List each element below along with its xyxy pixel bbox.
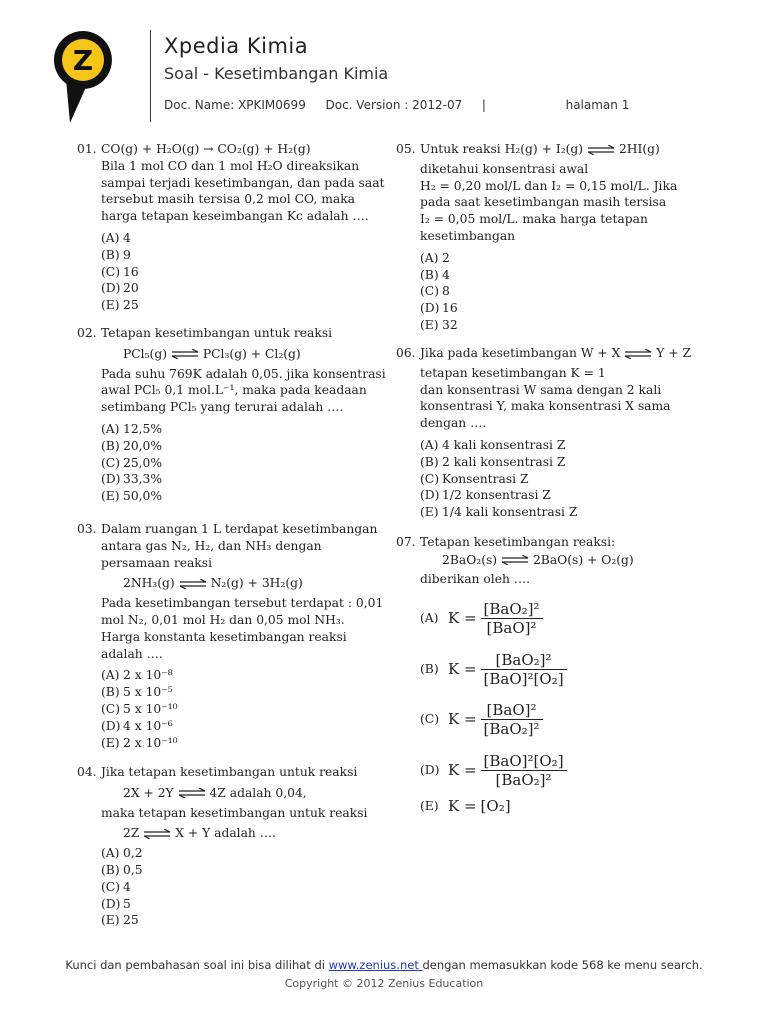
question-line: Pada suhu 769K adalah 0,05. jika konsentrasi: [101, 366, 386, 381]
footer-note: [0, 958, 768, 972]
equilibrium-arrow-icon: [179, 579, 207, 589]
question-03: [77, 521, 383, 751]
question-line: diberikan oleh ….: [420, 571, 531, 586]
question-02: [77, 325, 386, 505]
answer-option: (A) 4 kali konsentrasi Z: [420, 437, 566, 452]
reaction-equation: PCl₅(g) PCl₃(g) + Cl₂(g): [123, 346, 301, 361]
answer-option: (E) 25: [101, 913, 139, 928]
equilibrium-arrow-icon: [143, 829, 171, 839]
equilibrium-arrow-icon: [178, 788, 206, 798]
question-line: Pada kesetimbangan tersebut terdapat : 0,01: [101, 596, 384, 611]
question-05: [396, 141, 677, 334]
fraction: $\frac{\text{[BaO₂]²}}{\text{[BaO]²[O₂]}}$: [481, 651, 567, 688]
question-line: CO(g) + H₂O(g) → CO₂(g) + H₂(g): [101, 142, 311, 156]
formula-option-a: (A) K = $\frac{\text{[BaO₂]²}}{\text{[BaO]²}}$: [420, 600, 543, 637]
equilibrium-arrow-icon: [624, 349, 652, 359]
answer-option: (C) 8: [420, 284, 450, 299]
question-line: I₂ = 0,05 mol/L. maka harga tetapan: [420, 212, 648, 227]
answer-option: (E) 50,0%: [101, 489, 163, 504]
question-line: Jika pada kesetimbangan W + X Y + Z: [420, 346, 692, 360]
doc-name: Doc. Name: XPKIM0699: [164, 98, 306, 112]
meta-separator: |: [481, 98, 486, 112]
question-line: tersebut masih tersisa 0,2 mol CO, maka: [101, 192, 356, 207]
question-line: pada saat kesetimbangan masih tersisa: [420, 195, 667, 210]
footer-text: dengan memasukkan kode 568 ke menu search.: [422, 958, 703, 972]
question-line: Tetapan kesetimbangan reaksi:: [420, 535, 616, 549]
answer-option: (A) 12,5%: [101, 421, 163, 436]
copyright: Copyright © 2012 Zenius Education: [284, 977, 484, 990]
question-line: diketahui konsentrasi awal: [420, 161, 589, 176]
question-04: [77, 764, 367, 929]
doc-title: Xpedia Kimia: [164, 34, 309, 58]
answer-option: (B) 2 kali konsentrasi Z: [420, 454, 566, 469]
answer-option: (D) 1/2 konsentrasi Z: [420, 488, 551, 503]
question-line: konsentrasi Y, maka konsentrasi X sama: [420, 399, 671, 414]
answer-option: (B) 4: [420, 267, 450, 282]
question-line: dengan ….: [420, 416, 487, 431]
question-line: mol N₂, 0,01 mol H₂ dan 0,05 mol NH₃.: [101, 612, 345, 627]
answer-option: (B) 5 x 10⁻⁵: [101, 685, 173, 700]
question-line: H₂ = 0,20 mol/L dan I₂ = 0,15 mol/L. Jika: [420, 178, 678, 193]
question-number: 03.: [77, 522, 97, 536]
page-number: halaman 1: [565, 98, 630, 112]
question-line: adalah ….: [101, 646, 163, 661]
question-line: persamaan reaksi: [101, 555, 213, 570]
equilibrium-arrow-icon: [587, 145, 615, 155]
answer-option: (E) 1/4 kali konsentrasi Z: [420, 505, 578, 520]
question-line: sampai terjadi kesetimbangan, dan pada saat: [101, 175, 385, 190]
question-01: [77, 141, 384, 314]
question-line: harga tetapan keseimbangan Kc adalah ….: [101, 209, 369, 224]
reaction-equation: 2NH₃(g) N₂(g) + 3H₂(g): [123, 576, 303, 591]
answer-option: (C) 5 x 10⁻¹⁰: [101, 701, 178, 716]
answer-option: (D) 33,3%: [101, 472, 163, 487]
answer-option: (B) 20,0%: [101, 438, 163, 453]
answer-option: (B) 9: [101, 247, 131, 262]
answer-option: (D) 5: [101, 896, 131, 911]
answer-option: (C) Konsentrasi Z: [420, 471, 529, 486]
question-line: setimbang PCl₅ yang terurai adalah ….: [101, 400, 344, 415]
answer-option: (E) 2 x 10⁻¹⁰: [101, 735, 178, 750]
equilibrium-arrow-icon: [501, 555, 529, 565]
question-number: 04.: [77, 765, 97, 779]
doc-meta: [164, 98, 629, 112]
footer-text: Kunci dan pembahasan soal ini bisa dilihat di: [65, 958, 329, 972]
question-line: dan konsentrasi W sama dengan 2 kali: [420, 382, 662, 397]
question-number: 06.: [396, 346, 416, 360]
answer-option: (D) 4 x 10⁻⁶: [101, 718, 173, 733]
question-line: Tetapan kesetimbangan untuk reaksi: [101, 326, 333, 340]
question-number: 02.: [77, 326, 97, 340]
svg-text:Z: Z: [72, 44, 94, 77]
zenius-link[interactable]: www.zenius.net: [328, 958, 423, 972]
answer-option: (D) 16: [420, 301, 458, 316]
question-line: Harga konstanta kesetimbangan reaksi: [101, 629, 347, 644]
answer-option: (C) 4: [101, 879, 131, 894]
answer-option: (A) 2: [420, 250, 450, 265]
question-07: [396, 534, 716, 834]
question-line: kesetimbangan: [420, 228, 516, 243]
fraction: $\frac{\text{[BaO]²}}{\text{[BaO₂]²}}$: [481, 701, 543, 738]
answer-option: (C) 16: [101, 264, 139, 279]
question-number: 01.: [77, 142, 97, 156]
question-line: antara gas N₂, H₂, dan NH₃ dengan: [101, 538, 322, 553]
fraction: $\frac{\text{[BaO]²[O₂]}}{\text{[BaO₂]²}}$: [481, 752, 567, 789]
answer-option: (A) 4: [101, 230, 131, 245]
answer-option: (C) 25,0%: [101, 455, 163, 470]
question-number: 05.: [396, 142, 416, 156]
answer-option: (E) 25: [101, 298, 139, 313]
formula-option-e: (E) K = [O₂]: [420, 797, 511, 815]
fraction: $\frac{\text{[BaO₂]²}}{\text{[BaO]²}}$: [481, 600, 543, 637]
question-line: Bila 1 mol CO dan 1 mol H₂O direaksikan: [101, 158, 360, 173]
formula-option-c: (C) K = $\frac{\text{[BaO]²}}{\text{[BaO₂]²}}$: [420, 701, 543, 738]
reaction-equation: 2Z X + Y adalah ….: [123, 826, 276, 841]
answer-option: (A) 2 x 10⁻⁸: [101, 668, 173, 683]
question-line: Jika tetapan kesetimbangan untuk reaksi: [101, 765, 358, 779]
question-line: maka tetapan kesetimbangan untuk reaksi: [101, 805, 368, 820]
equilibrium-arrow-icon: [171, 349, 199, 359]
doc-subtitle: Soal - Kesetimbangan Kimia: [164, 64, 389, 83]
doc-version: Doc. Version : 2012-07: [325, 98, 463, 112]
question-line: Untuk reaksi H₂(g) + I₂(g) 2HI(g): [420, 142, 660, 156]
header-divider: [150, 30, 151, 122]
question-line: awal PCl₅ 0,1 mol.L⁻¹, maka pada keadaan: [101, 383, 367, 398]
reaction-equation: 2X + 2Y 4Z adalah 0,04,: [123, 785, 307, 800]
formula-option-b: (B) K = $\frac{\text{[BaO₂]²}}{\text{[BaO]²[O₂]}}$: [420, 651, 567, 688]
question-line: Dalam ruangan 1 L terdapat kesetimbangan: [101, 522, 378, 536]
question-number: 07.: [396, 535, 416, 549]
answer-option: (A) 0,2: [101, 846, 143, 861]
answer-option: (B) 0,5: [101, 862, 143, 877]
question-06: [396, 345, 691, 521]
answer-option: (E) 32: [420, 317, 458, 332]
formula-option-d: (D) K = $\frac{\text{[BaO]²[O₂]}}{\text{[BaO₂]²}}$: [420, 752, 567, 789]
question-line: tetapan kesetimbangan K = 1: [420, 365, 606, 380]
reaction-equation: 2BaO₂(s) 2BaO(s) + O₂(g): [442, 552, 634, 567]
zenius-logo: [52, 29, 114, 125]
answer-option: (D) 20: [101, 281, 139, 296]
